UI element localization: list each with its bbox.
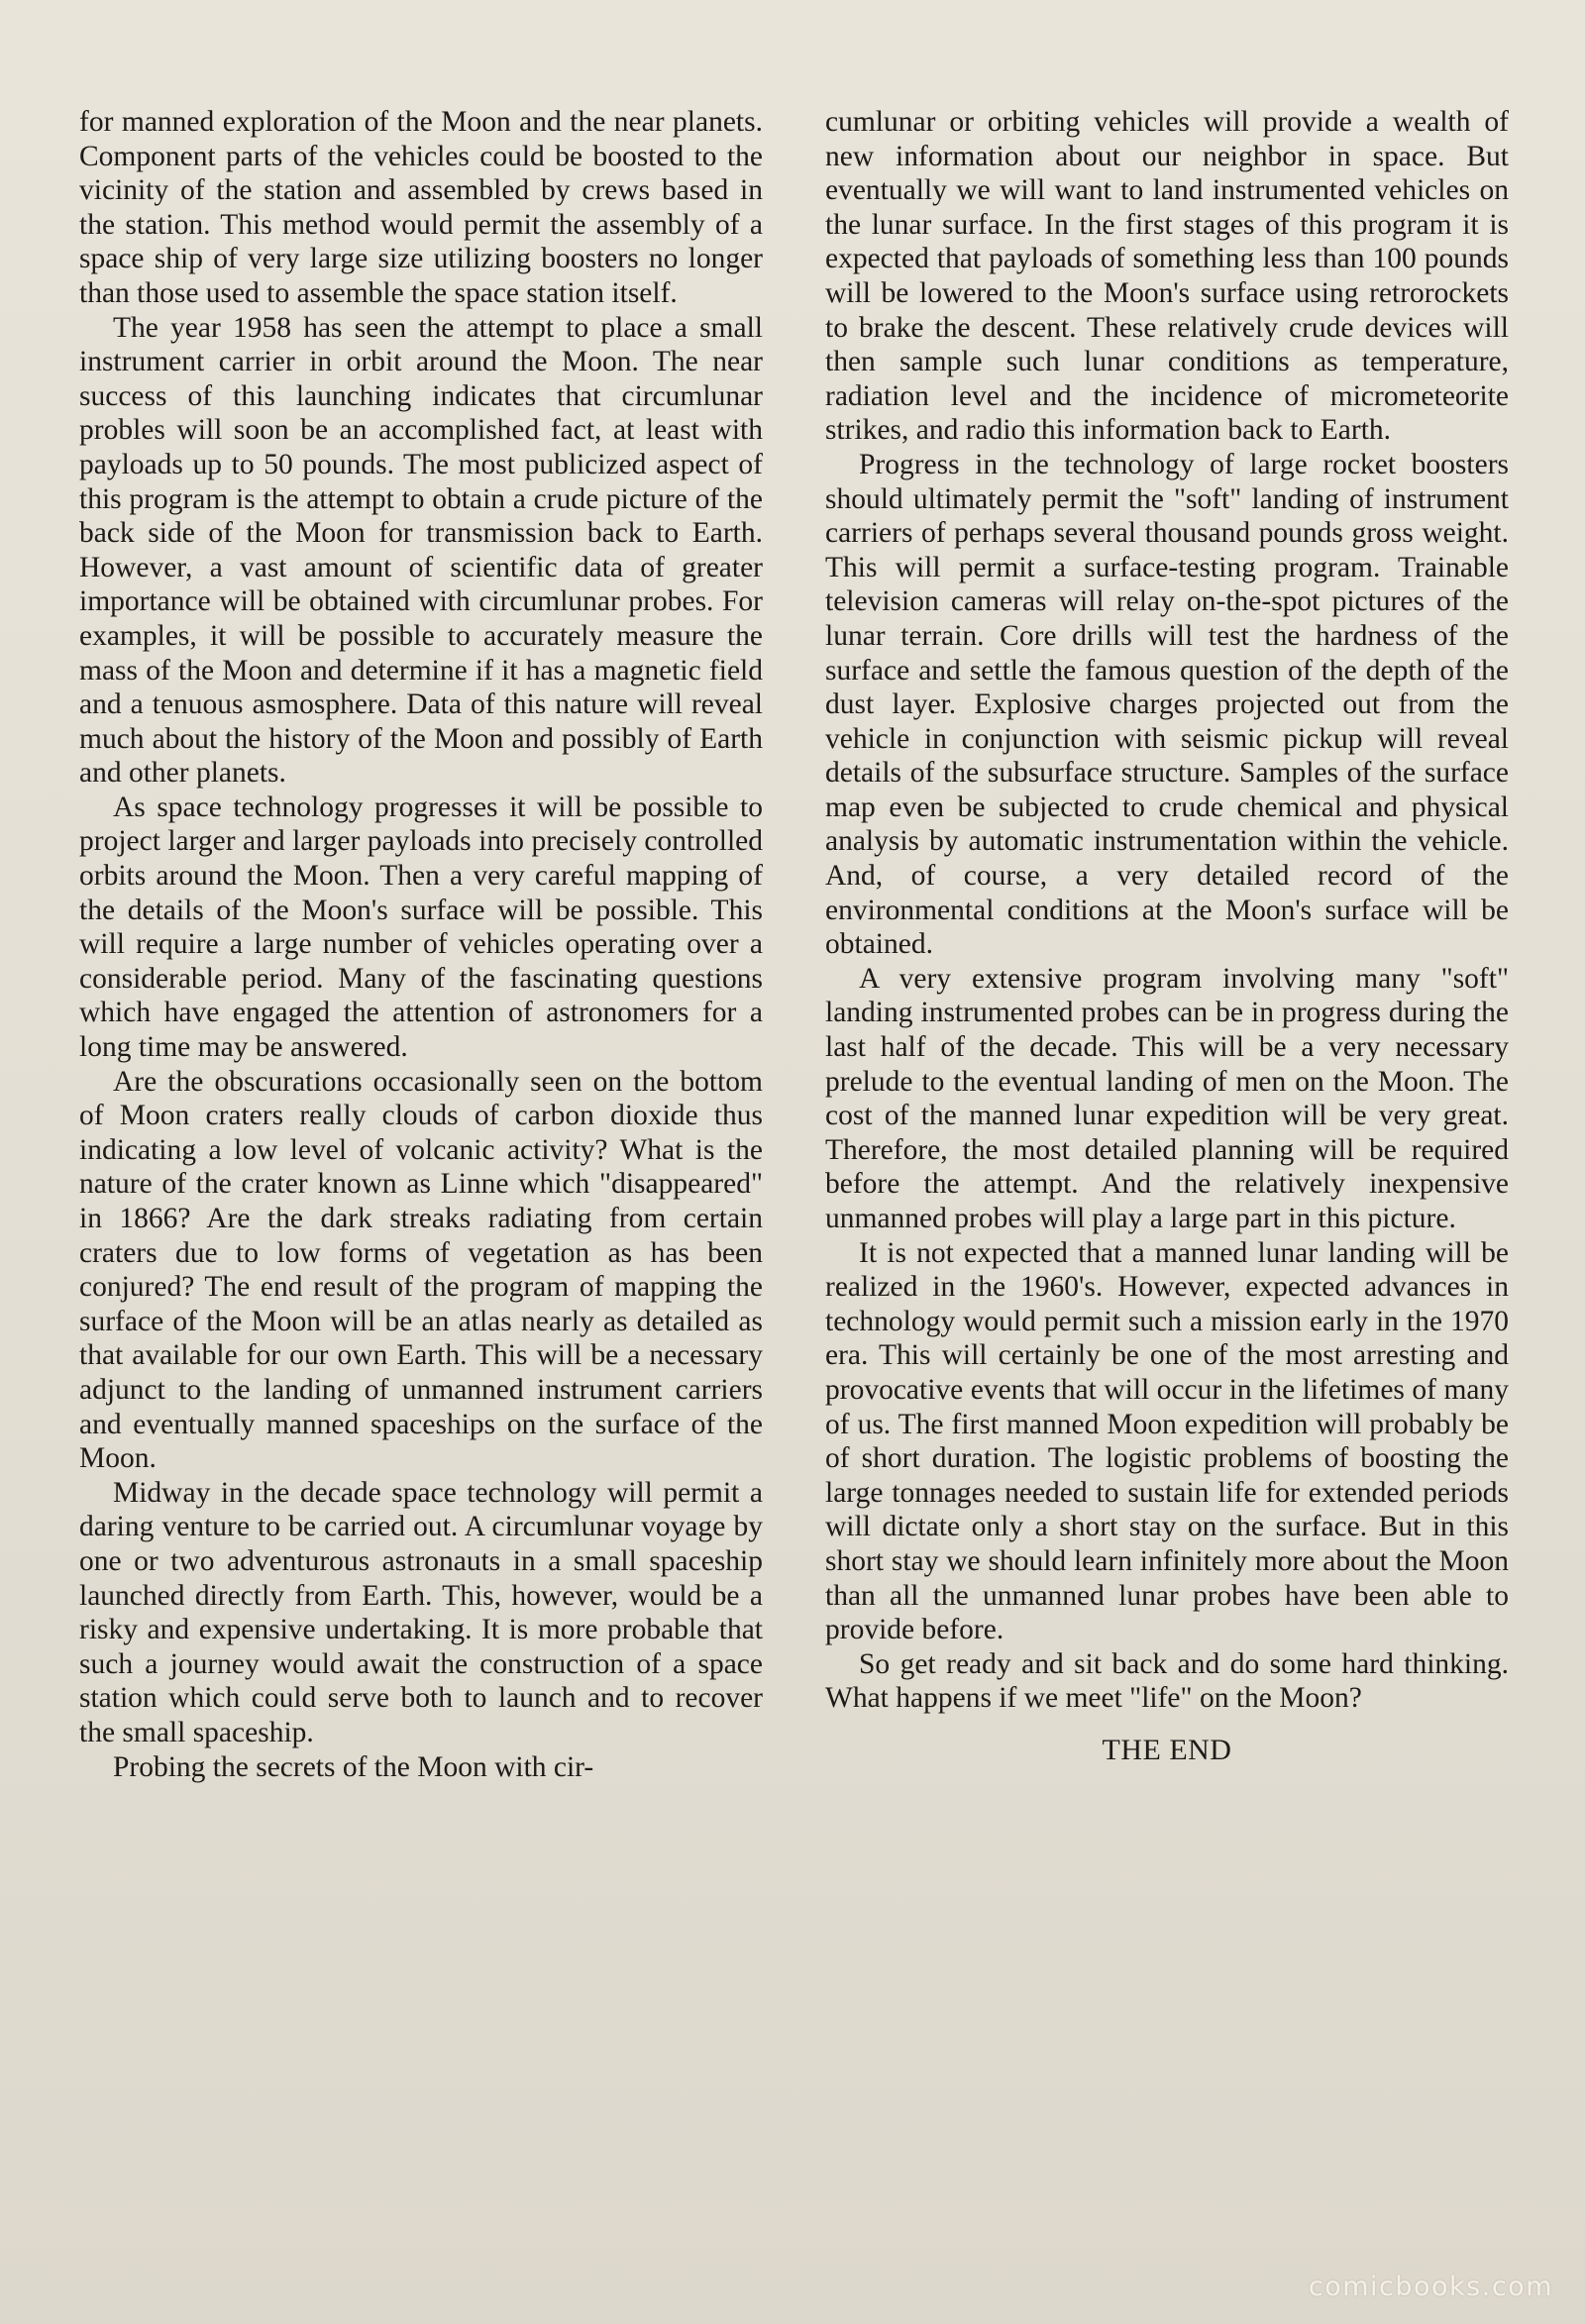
article-column-left [79,105,763,1784]
watermark: comicbooks.com [1308,2271,1553,2302]
paragraph: Are the obscurations occasionally seen on the bottom of Moon craters really clouds of carbon dioxide thus indicating a low level of volcanic activity? What is the nature of the crater known as Linne which "disappeared" in 1866? Are the dark streaks radiating from certain craters due to low forms of vegetation as has been conjured? The end result of the program of mapping the surface of the Moon will be an atlas nearly as detailed as that available for our own Earth. This will be a necessary adjunct to the landing of unmanned instrument carriers and eventually manned spaceships on the surface of the Moon. [79,1065,763,1475]
paragraph: It is not expected that a manned lunar landing will be realized in the 1960's. However, expected advances in technology would permit such a mission early in the 1970 era. This will certainly be one of the most arresting and provocative events that will occur in the lifetimes of many of us. The first manned Moon expedition will probably be of short duration. The logistic problems of boosting the large tonnages needed to sustain life for extended periods will dictate only a short stay on the surface. But in this short stay we should learn infinitely more about the Moon than all the unmanned lunar probes have been able to provide before. [825,1236,1509,1646]
paragraph: A very extensive program involving many "soft" landing instrumented probes can be in progress during the last half of the decade. This will be a very necessary prelude to the eventual landing of men on the Moon. The cost of the manned lunar expedition will be very great. Therefore, the most detailed planning will be required before the attempt. And the relatively inexpensive unmanned probes will play a large part in this picture. [825,962,1509,1234]
paragraph: cumlunar or orbiting vehicles will provide a wealth of new information about our neighbor in space. But eventually we will want to land instrumented vehicles on the lunar surface. In the first stages of this program it is expected that payloads of something less than 100 pounds will be lowered to the Moon's surface using retrorockets to brake the descent. These relatively crude devices will then sample such lunar conditions as temperature, radiation level and the incidence of micrometeorite strikes, and radio this information back to Earth. [825,106,1509,447]
article-column-right [825,105,1509,1768]
paragraph: So get ready and sit back and do some hard thinking. What happens if we meet "life" on the Moon? [825,1647,1509,1715]
paragraph: The year 1958 has seen the attempt to place a small instrument carrier in orbit around the Moon. The near success of this launching indicates that circumlunar probles will soon be an accomplished fact, at least with payloads up to 50 pounds. The most publicized aspect of this program is the attempt to obtain a crude picture of the back side of the Moon for transmission back to Earth. However, a vast amount of scientific data of greater importance will be obtained with circumlunar probes. For examples, it will be possible to accurately measure the mass of the Moon and determine if it has a magnetic field and a tenuous asmosphere. Data of this nature will reveal much about the history of the Moon and possibly of Earth and other planets. [79,311,763,790]
paragraph: As space technology progresses it will be possible to project larger and larger payloads into precisely controlled orbits around the Moon. Then a very careful mapping of the details of the Moon's surface will be possible. This will require a large number of vehicles operating over a considerable period. Many of the fascinating questions which have engaged the attention of astronomers for a long time may be answered. [79,791,763,1064]
paragraph: Midway in the decade space technology will permit a daring venture to be carried out. A circumlunar voyage by one or two adventurous astronauts in a small spaceship launched directly from Earth. This, however, would be a risky and expensive undertaking. It is more probable that such a journey would await the construction of a space station which could serve both to launch and to recover the small spaceship. [79,1476,763,1748]
paragraph: for manned exploration of the Moon and the near planets. Component parts of the vehicles could be boosted to the vicinity of the station and assembled by crews based in the station. This method would permit the assembly of a space ship of very large size utilizing boosters no longer than those used to assemble the space station itself. [79,106,763,309]
end-mark: THE END [1102,1733,1232,1766]
paragraph: Progress in the technology of large rocket boosters should ultimately permit the "soft" landing of instrument carriers of perhaps several thousand pounds gross weight. This will permit a surface-testing program. Trainable television cameras will relay on-the-spot pictures of the lunar terrain. Core drills will test the hardness of the surface and settle the famous question of the depth of the dust layer. Explosive charges projected out from the vehicle in conjunction with seismic pickup will reveal details of the subsurface structure. Samples of the surface map even be subjected to crude chemical and physical analysis by automatic instrumentation within the vehicle. And, of course, a very detailed record of the environmental conditions at the Moon's surface will be obtained. [825,448,1509,961]
paragraph: Probing the secrets of the Moon with cir- [113,1750,594,1783]
